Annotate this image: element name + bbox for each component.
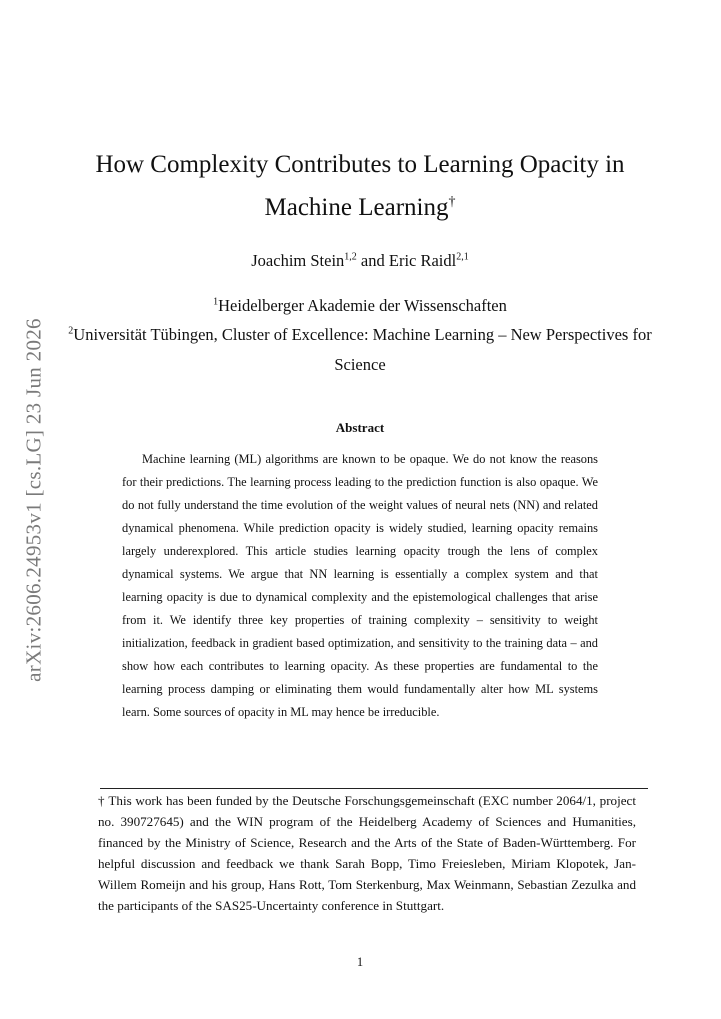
paper-title-line-2 — [60, 186, 660, 229]
author-name-1: Joachim Stein — [251, 251, 345, 270]
author-affiliation-2: 2,1 — [456, 251, 469, 263]
affiliation-1 — [60, 291, 660, 321]
affiliation-2-number: 2 — [68, 325, 74, 337]
title-footnote-mark: † — [448, 194, 456, 210]
paper-title-line-2-text: Machine Learning — [264, 194, 449, 221]
arxiv-identifier-stamp — [12, 300, 56, 700]
affiliation-1-number: 1 — [213, 296, 219, 308]
paper-title — [60, 143, 660, 229]
affiliation-2 — [60, 320, 660, 380]
paper-title-line-1: How Complexity Contributes to Learning Opacity in — [95, 151, 625, 178]
author-name-2: Eric Raidl — [388, 251, 457, 270]
author-list — [60, 249, 660, 273]
abstract-heading: Abstract — [335, 420, 385, 435]
affiliation-2-text: Universität Tübingen, Cluster of Excellence: Machine Learning – New Perspectives for Science — [73, 325, 652, 374]
abstract-text: Machine learning (ML) algorithms are known to be opaque. We do not know the reasons for their predictions. The learning process leading to the prediction function is also opaque. We do not fully understand the time evolution of the weight values of neural nets (NN) and related dynamical phenomena. While prediction opacity is widely studied, learning opacity remains largely underexplored. This article studies learning opacity trough the lens of complex dynamical systems. We argue that NN learning is essentially a complex system and that learning opacity is due to dynamical complexity and the epistemological challenges that arise from it. We identify three key properties of training complexity – sensitivity to weight initialization, feedback in gradient based optimization, and sensitivity to the training data – and show how each contributes to learning opacity. As these properties are fundamental to the learning process damping or eliminating them would fundamentally alter how ML systems learn. Some sources of opacity in ML may hence be irreducible. — [122, 452, 598, 719]
arxiv-identifier-text: arXiv:2606.24953v1 [cs.LG] 23 Jun 2026 — [21, 318, 46, 682]
footnote-rule — [100, 788, 648, 789]
page-number: 1 — [356, 955, 364, 969]
author-connector: and — [356, 251, 389, 270]
affiliation-1-text: Heidelberger Akademie der Wissenschaften — [218, 296, 507, 315]
author-affiliation-1: 1,2 — [344, 251, 357, 263]
funding-footnote: † This work has been funded by the Deutsche Forschungsgemeinschaft (EXC number 2064/1, project no. 390727645) and the WIN program of the Heidelberg Academy of Sciences and Humanities, financed by the Ministry of Science, Research and the Arts of the State of Baden-Württemberg. For helpful discussion and feedback we thank Sarah Bopp, Timo Freiesleben, Miriam Klopotek, Jan-Willem Romeijn and his group, Hans Rott, Tom Sterkenburg, Max Weinmann, Sebastian Zezulka and the participants of the SAS25-Uncertainty conference in Stuttgart. — [98, 793, 636, 913]
